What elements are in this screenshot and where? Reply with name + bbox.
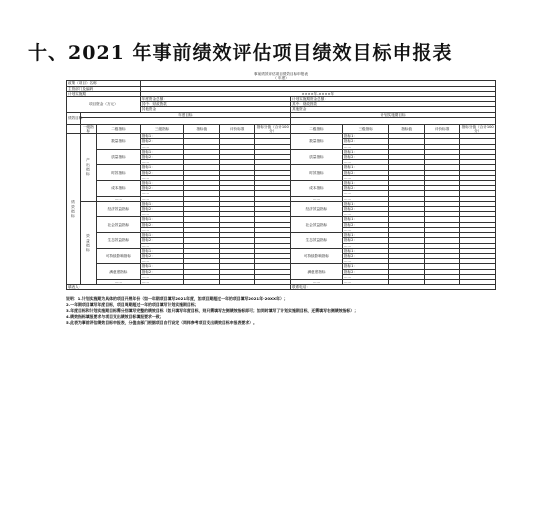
left-l2-cell: 质量指标 xyxy=(97,149,141,165)
cycle-goal-value[interactable] xyxy=(291,117,496,124)
left-l3-cell[interactable]: 指标1： xyxy=(140,149,184,154)
right-l3-cell[interactable]: 指标1： xyxy=(342,201,388,206)
year-goal-value[interactable] xyxy=(80,117,290,124)
left-l2-cell: 数量指标 xyxy=(97,134,141,150)
col-eval-left: 评价标准 xyxy=(219,124,255,133)
right-l3-cell[interactable]: 指标2： xyxy=(342,139,388,144)
col-l3-right: 三级指标 xyxy=(342,124,388,133)
right-l3-cell[interactable]: 指标1： xyxy=(342,217,388,222)
left-l3-cell[interactable]: 指标2： xyxy=(140,186,184,191)
left-l3-cell[interactable]: 指标2： xyxy=(140,170,184,175)
left-l3-cell[interactable]: 指标2： xyxy=(140,238,184,243)
left-l2-cell: 生态效益指标 xyxy=(97,233,141,249)
left-l3-cell[interactable]: 指标2： xyxy=(140,139,184,144)
effect-indicator-label: 效益指标 xyxy=(80,201,96,284)
col-l2-left: 二级指标 xyxy=(97,124,141,133)
left-l3-cell[interactable]: 指标2： xyxy=(140,269,184,274)
left-l3-cell[interactable]: …… xyxy=(140,212,184,217)
funds-label: 项目资金（万元） xyxy=(67,97,141,113)
left-l3-cell[interactable]: 指标2： xyxy=(140,155,184,160)
left-l3-cell[interactable]: 指标1： xyxy=(140,201,184,206)
note-line: 4.绩效指标填报要求与项目支出绩效目标填报要求一致； xyxy=(66,314,164,320)
page-heading: 十、2021 年事前绩效评估项目绩效目标申报表 xyxy=(28,42,453,64)
right-l2-cell: 数量指标 xyxy=(291,134,343,150)
right-l3-cell[interactable]: 指标2： xyxy=(342,170,388,175)
project-name-label: 政策（项目）名称 xyxy=(67,81,141,86)
note-line: 5.此表为事前评估绩效目标申报表，分值由部门根据项目自行设定（同样参考项目支出绩效目标申报表要求）。 xyxy=(66,320,257,326)
left-l3-cell[interactable]: …… xyxy=(140,243,184,248)
right-l3-cell[interactable]: 指标2： xyxy=(342,222,388,227)
left-l3-cell[interactable]: …… xyxy=(140,191,184,196)
left-l3-cell[interactable]: …… xyxy=(140,160,184,165)
year-funds-label: 年度资金总额： xyxy=(140,97,290,102)
col-metric-left: 指标值 xyxy=(184,124,220,133)
left-l3-cell[interactable]: 指标1： xyxy=(140,165,184,170)
left-l3-cell[interactable]: 指标2： xyxy=(140,222,184,227)
right-l3-cell[interactable]: …… xyxy=(342,212,388,217)
right-l3-cell[interactable]: …… xyxy=(342,279,388,284)
left-l2-cell: …… xyxy=(97,196,141,201)
right-l3-cell[interactable]: …… xyxy=(342,274,388,279)
left-l3-cell[interactable]: 指标1： xyxy=(140,248,184,253)
empty-head xyxy=(67,124,81,133)
form-year: （ 年度） xyxy=(273,76,289,81)
left-l3-cell[interactable]: …… xyxy=(140,274,184,279)
right-l3-cell[interactable]: 指标1： xyxy=(342,149,388,154)
right-l3-cell[interactable]: 指标1： xyxy=(342,134,388,139)
right-l3-cell[interactable]: 指标2： xyxy=(342,253,388,258)
left-l3-cell[interactable]: …… xyxy=(140,175,184,180)
right-l2-cell: …… xyxy=(291,279,343,284)
year-goal-header: 年度目标 xyxy=(80,112,290,117)
col-l2-right: 二级指标 xyxy=(291,124,343,133)
right-l3-cell[interactable]: 指标1： xyxy=(342,181,388,186)
left-l3-cell[interactable]: …… xyxy=(140,196,184,201)
col-metric-right: 指标值 xyxy=(389,124,425,133)
left-l2-cell: 社会效益指标 xyxy=(97,217,141,233)
left-l3-cell[interactable]: …… xyxy=(140,227,184,232)
left-l2-cell: 经济效益指标 xyxy=(97,201,141,217)
right-l3-cell[interactable]: …… xyxy=(342,259,388,264)
right-l2-cell: 可持续影响指标 xyxy=(291,248,343,264)
left-l3-cell[interactable]: 指标1： xyxy=(140,264,184,269)
left-l3-cell[interactable]: 指标2： xyxy=(140,207,184,212)
right-l3-cell[interactable]: …… xyxy=(342,175,388,180)
left-l2-cell: 可持续影响指标 xyxy=(97,248,141,264)
right-l3-cell[interactable]: 指标1： xyxy=(342,165,388,170)
cycle-fiscal-label: 其中：财政拨款 xyxy=(291,102,496,107)
right-l2-cell: 生态效益指标 xyxy=(291,233,343,249)
filler-label: 填表人： xyxy=(67,285,291,290)
report-form xyxy=(66,72,496,326)
left-l3-cell[interactable]: …… xyxy=(140,259,184,264)
right-l2-cell: 成本指标 xyxy=(291,181,343,197)
right-l3-cell[interactable]: …… xyxy=(342,227,388,232)
right-l2-cell: 社会效益指标 xyxy=(291,217,343,233)
right-l2-cell: 满意度指标 xyxy=(291,264,343,280)
note-line: 说明：1.计划实施期为具体的项目开展年份（如一年期项目填写2021年度，如项目期超过一年的项目填写2021年-20XX年）； xyxy=(66,296,288,302)
left-l3-cell[interactable]: …… xyxy=(140,144,184,149)
left-l3-cell[interactable]: 指标1： xyxy=(140,134,184,139)
right-l3-cell[interactable]: 指标2： xyxy=(342,207,388,212)
output-indicator-label: 产出指标 xyxy=(80,134,96,202)
right-l3-cell[interactable]: 指标2： xyxy=(342,269,388,274)
left-l3-cell[interactable]: 指标2： xyxy=(140,253,184,258)
right-l3-cell[interactable]: …… xyxy=(342,196,388,201)
right-l3-cell[interactable]: 指标2： xyxy=(342,155,388,160)
col-weight-right: 指标分值（合计100分） xyxy=(461,124,494,134)
left-l2-cell: 时效指标 xyxy=(97,165,141,181)
left-l3-cell[interactable]: 指标1： xyxy=(140,233,184,238)
target-table xyxy=(66,72,496,290)
col-weight-left: 指标分值（合计100分） xyxy=(256,124,289,134)
cycle-goal-header: 计划实施期目标 xyxy=(291,112,496,117)
left-l2-cell: …… xyxy=(97,279,141,284)
left-l3-cell[interactable]: 指标1： xyxy=(140,217,184,222)
goal-label: 绩效目标 xyxy=(67,112,81,124)
col-eval-right: 评价标准 xyxy=(424,124,460,133)
right-l3-cell[interactable]: …… xyxy=(342,160,388,165)
left-l2-cell: 成本指标 xyxy=(97,181,141,197)
note-line: 3.年度目标和计划实施期目标需分别填写完整的绩效目标（如只填写年度目标，则只需填写左侧绩效指标即可；如同时填写了计划实施期目标，还需填写右侧绩效指标）； xyxy=(66,308,359,314)
right-l3-cell[interactable]: …… xyxy=(342,243,388,248)
left-l3-cell[interactable]: …… xyxy=(140,279,184,284)
right-l3-cell[interactable]: 指标1： xyxy=(342,264,388,269)
right-l3-cell[interactable]: 指标2： xyxy=(342,238,388,243)
right-l3-cell[interactable]: 指标2： xyxy=(342,186,388,191)
right-l2-cell: 质量指标 xyxy=(291,149,343,165)
right-l3-cell[interactable]: 指标1： xyxy=(342,248,388,253)
cycle-funds-label: 计划实施期资金总额： xyxy=(291,97,496,102)
phone-label: 联系电话： xyxy=(291,285,496,290)
notes-block xyxy=(66,296,496,326)
form-title: 事前绩效评估项目绩效目标申报表 xyxy=(254,72,308,76)
cycle-other-label: 其他资金 xyxy=(291,107,496,112)
right-l3-cell[interactable]: …… xyxy=(342,191,388,196)
right-l2-cell: 时效指标 xyxy=(291,165,343,181)
left-l2-cell: 满意度指标 xyxy=(97,264,141,280)
year-other-label: 其他资金 xyxy=(140,107,290,112)
cycle-label: 计划实施期 xyxy=(67,91,141,96)
right-l2-cell: …… xyxy=(291,196,343,201)
col-l1: 一级指标 xyxy=(80,124,96,133)
right-l3-cell[interactable]: …… xyxy=(342,144,388,149)
left-l3-cell[interactable]: 指标1： xyxy=(140,181,184,186)
main-indicator-label: 绩效指标 xyxy=(67,134,81,285)
right-l3-cell[interactable]: 指标1： xyxy=(342,233,388,238)
col-l3-left: 三级指标 xyxy=(140,124,184,133)
dept-label: 主管部门及编码 xyxy=(67,86,141,91)
cycle-value[interactable]: ××××年-××××年 xyxy=(140,91,495,96)
right-l2-cell: 经济效益指标 xyxy=(291,201,343,217)
note-line: 2.一年期项目填写年度目标，项目周期超过一年的项目填写计划实施期目标； xyxy=(66,302,199,308)
year-fiscal-label: 其中：财政拨款 xyxy=(140,102,290,107)
